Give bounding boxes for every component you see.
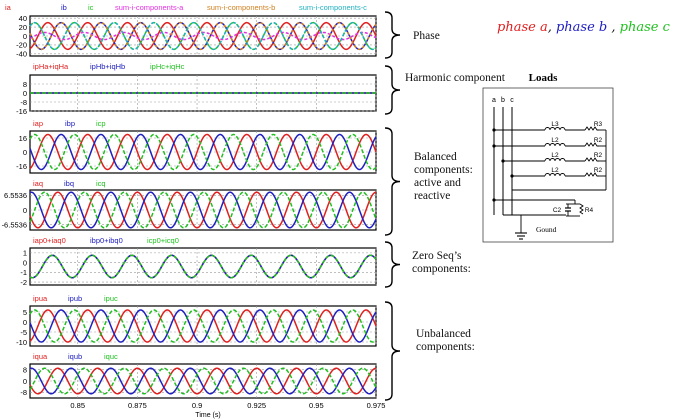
capacitor-label: C2 [552,207,562,214]
y-tick-label: 0 [22,205,27,215]
legend-ia: ia [5,3,11,12]
y-tick-label: 0 [22,317,27,327]
scope-plots [2,3,376,398]
inductor-label: L2 [551,137,559,144]
inductor-label: L3 [551,121,559,128]
legend-icp: icp [96,119,106,128]
phase-label-a: a [492,97,496,104]
x-tick-label: 0.9 [191,401,203,410]
x-tick-label: 0.85 [70,401,86,410]
annotation-balanced-line-2: components: [414,164,473,176]
y-tick-label: 0 [22,376,27,386]
annotation-phase: Phase [413,30,440,42]
annotation-zero-line-2: components: [412,263,471,275]
annotation-harmonic: Harmonic component [405,72,505,84]
legend-ibp: ibp [65,119,76,128]
legend-ipHc+iqHc: ipHc+iqHc [150,62,185,71]
y-tick-label: 6.5536 [4,191,27,201]
annotation-zero-line-1: Zero Seq’s [412,250,462,262]
annotation-unbalanced [416,328,475,354]
y-tick-label: 0 [22,31,27,41]
legend-ibp0+ibq0: ibp0+ibq0 [90,236,123,245]
y-tick-label: 0 [22,88,27,98]
ground-label: Gound [536,225,557,234]
load-circuit [483,72,613,242]
y-tick-label: 1 [22,248,27,258]
annotation-balanced-line-3: active and [414,177,461,189]
y-tick-label: -16 [16,161,27,171]
legend-sum-i-components-c: sum-i-components-c [299,3,367,12]
y-tick-label: -6.5536 [1,220,27,230]
time-axis [70,401,385,419]
y-tick-label: -1 [20,268,27,278]
resistor-label: R3 [593,121,603,128]
subplot-harmonic [16,62,376,116]
junction-dot [492,198,495,201]
annotation-zero-seq [412,250,471,276]
phase-legend-c: phase c [619,20,670,35]
junction-dot [501,159,504,162]
y-tick-label: -2 [20,277,27,287]
legend-icp0+icq0: icp0+icq0 [147,236,179,245]
legend-ib: ib [61,3,67,12]
subplot-reactive [2,179,376,230]
phase-legend [497,20,670,35]
y-tick-label: 40 [18,14,27,24]
y-tick-label: -20 [16,40,27,50]
y-tick-label: -5 [20,327,27,337]
resistor-label: R2 [593,137,603,144]
phase-label-b: b [501,97,505,104]
junction-dot [510,174,513,177]
x-tick-label: 0.975 [366,401,386,410]
legend-ipub: ipub [68,294,83,303]
annotation-balanced-line-1: Balanced [414,151,457,163]
legend-ipHb+iqHb: ipHb+iqHb [90,62,126,71]
legend-ibq: ibq [64,179,75,188]
phase-legend-b: phase b [555,20,608,35]
legend-iaq: iaq [33,179,44,188]
circuit-title: Loads [528,72,558,84]
legend-iap0+iaq0: iap0+iaq0 [33,236,66,245]
legend-iap: iap [33,119,44,128]
brace-unbalanced [385,302,400,400]
inductor-label: L2 [551,167,559,174]
y-tick-label: 16 [18,133,27,143]
phase-label-c: c [510,97,514,104]
legend-sum-i-components-a: sum-i-components-a [115,3,184,12]
annotation-unbalanced-line-2: components: [416,341,475,353]
legend-iqub: iqub [68,352,83,361]
y-tick-label: 8 [22,79,27,89]
x-tick-label: 0.875 [127,401,147,410]
subplot-phase [5,3,376,59]
legend-ic: ic [88,3,94,12]
legend-ipuc: ipuc [104,294,118,303]
brackets [385,12,400,400]
y-tick-label: 5 [22,307,27,317]
resistor-label: R2 [593,167,603,174]
brace-phase [385,12,400,58]
phase-legend-a: phase a [497,20,548,35]
inductor-label: L2 [551,152,559,159]
y-tick-label: -40 [16,49,27,59]
resistor-label: R4 [584,207,594,214]
phase-legend-sep-2: , [607,20,620,35]
legend-sum-i-components-b: sum-i-components-b [207,3,276,12]
resistor-label: R2 [593,152,603,159]
annotation-unbalanced-line-1: Unbalanced [416,328,471,340]
resistor-R4 [580,204,583,214]
subplot-unb1 [16,294,376,347]
y-tick-label: 0 [22,258,27,268]
y-tick-label: 20 [18,22,27,32]
legend-ipua: ipua [33,294,48,303]
y-tick-label: -10 [16,337,27,347]
x-tick-label: 0.95 [309,401,324,410]
brace-balanced [385,128,400,235]
annotation-balanced-line-4: reactive [414,190,451,202]
junction-dot [492,144,495,147]
subplot-zero [20,236,376,287]
phase-legend-sep-1: , [547,20,556,35]
brace-zero-seq [385,242,400,287]
subplot-unb2 [20,352,376,398]
annotation-balanced [414,151,473,203]
x-tick-label: 0.925 [247,401,267,410]
y-tick-label: 0 [22,147,27,157]
y-tick-label: -8 [20,97,27,107]
legend-ipHa+iqHa: ipHa+iqHa [33,62,69,71]
brace-harmonic [385,66,400,114]
y-tick-label: -8 [20,388,27,398]
legend-iqua: iqua [33,352,48,361]
legend-iquc: iquc [104,352,118,361]
legend-icq: icq [96,179,106,188]
y-tick-label: -16 [16,106,27,116]
x-axis-label: Time (s) [195,412,221,419]
y-tick-label: 8 [22,365,27,375]
subplot-active [16,119,376,173]
junction-dot [492,128,495,131]
